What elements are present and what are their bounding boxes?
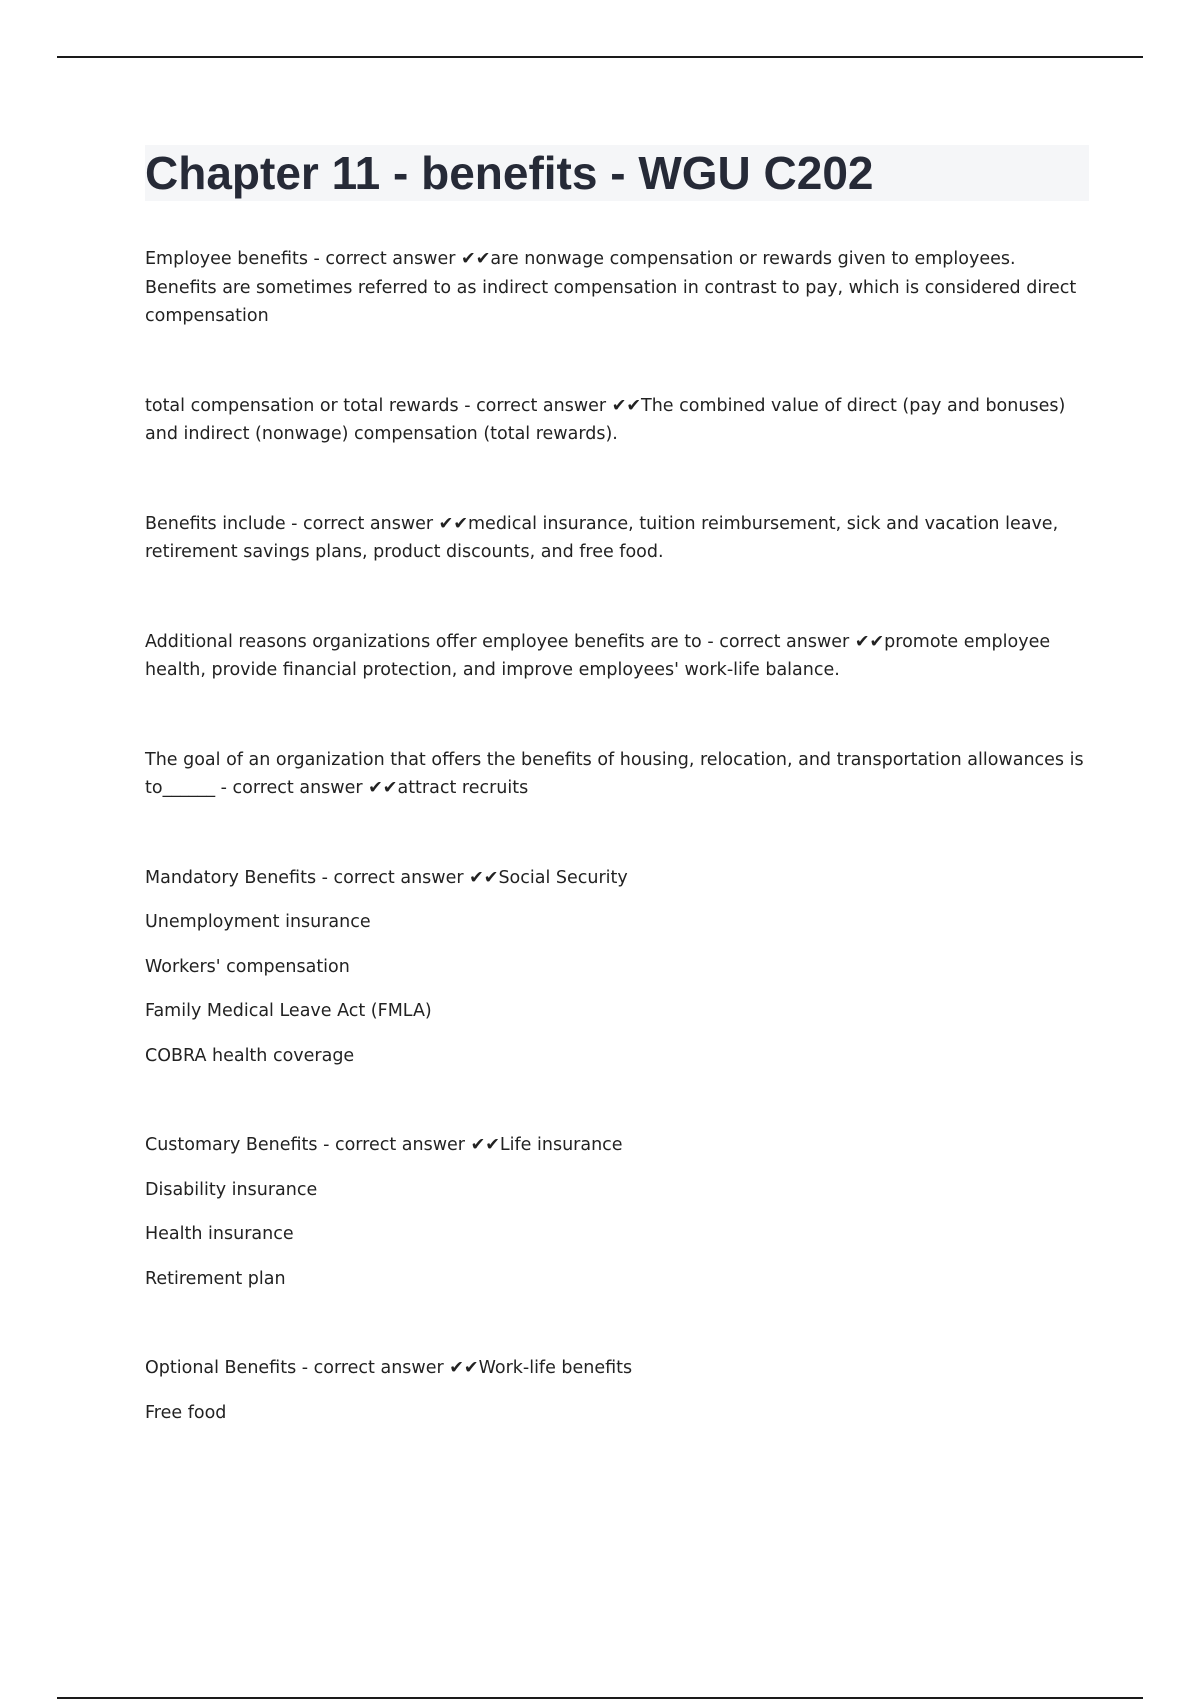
double-check-icon: ✔✔ [461,249,491,269]
qa-answer: attract recruits [397,778,529,798]
qa-separator: - correct answer [307,249,462,269]
qa-text [145,1131,1085,1160]
double-check-icon: ✔✔ [611,395,642,416]
document-body [145,245,1085,1488]
top-rule [57,56,1143,58]
qa-answer-line: Workers' compensation [145,956,350,977]
qa-separator: - correct answer [285,513,439,534]
double-check-icon: ✔✔ [438,513,468,534]
qa-entry [145,1354,1085,1427]
qa-entry [145,628,1085,685]
qa-entry [145,245,1085,331]
qa-answer: The combined value of direct (pay and bonuses) and indirect (nonwage) compensation (total rewards). [145,395,1066,444]
qa-entry [145,1131,1085,1293]
qa-separator: - correct answer [296,1358,450,1378]
qa-term: Customary Benefits [145,1135,318,1155]
qa-entry [145,392,1085,449]
qa-answer: medical insurance, tuition reimbursement, sick and vacation leave, retirement savings plans, product discounts, and free food. [145,513,1059,562]
qa-answer-line: Health insurance [145,1224,294,1244]
qa-text [145,392,1085,449]
qa-answer: Life insurance [499,1135,623,1155]
qa-entry [145,864,1085,1071]
qa-text [145,746,1085,803]
qa-term: total compensation or total rewards [145,395,459,416]
qa-separator: - correct answer [458,395,612,416]
qa-text [145,245,1085,331]
qa-separator: - correct answer [316,867,470,888]
qa-answer-line: Unemployment insurance [145,912,371,932]
bottom-rule [57,1697,1143,1699]
qa-term: Optional Benefits [145,1358,297,1378]
qa-term: Additional reasons organizations offer employee benefits are to [145,631,702,652]
qa-separator: - correct answer [215,778,369,798]
double-check-icon: ✔✔ [470,1135,500,1155]
double-check-icon: ✔✔ [368,778,398,798]
qa-term: The goal of an organization that offers the benefits of housing, relocation, and transportation allowances is to______ [145,749,1084,798]
qa-term: Employee benefits [145,249,308,269]
qa-answer-line: Free food [145,1402,227,1423]
double-check-icon: ✔✔ [449,1358,479,1378]
qa-text [145,510,1085,567]
double-check-icon: ✔✔ [854,631,885,652]
qa-entry [145,510,1085,567]
qa-entry [145,746,1085,803]
qa-answer-line: Family Medical Leave Act (FMLA) [145,1001,432,1021]
qa-answer-line: Disability insurance [145,1179,318,1200]
qa-term: Benefits include [145,513,286,534]
qa-text [145,864,1085,893]
qa-answer: Work-life benefits [478,1358,633,1378]
qa-answer: promote employee health, provide financial protection, and improve employees' work-life balance. [145,631,1051,680]
qa-separator: - correct answer [317,1135,471,1155]
qa-answer-line: COBRA health coverage [145,1045,355,1066]
qa-separator: - correct answer [701,631,855,652]
qa-text [145,1354,1085,1383]
double-check-icon: ✔✔ [469,867,499,888]
qa-text [145,628,1085,685]
page-title: Chapter 11 - benefits - WGU C202 [145,147,874,199]
qa-answer: Social Security [498,867,628,888]
qa-answer-line: Retirement plan [145,1268,286,1289]
qa-term: Mandatory Benefits [145,867,317,888]
qa-answer: are nonwage compensation or rewards given to employees. Benefits are sometimes referred to as indirect compensation in contrast to pay, which is considered direct compensation [145,249,1077,326]
